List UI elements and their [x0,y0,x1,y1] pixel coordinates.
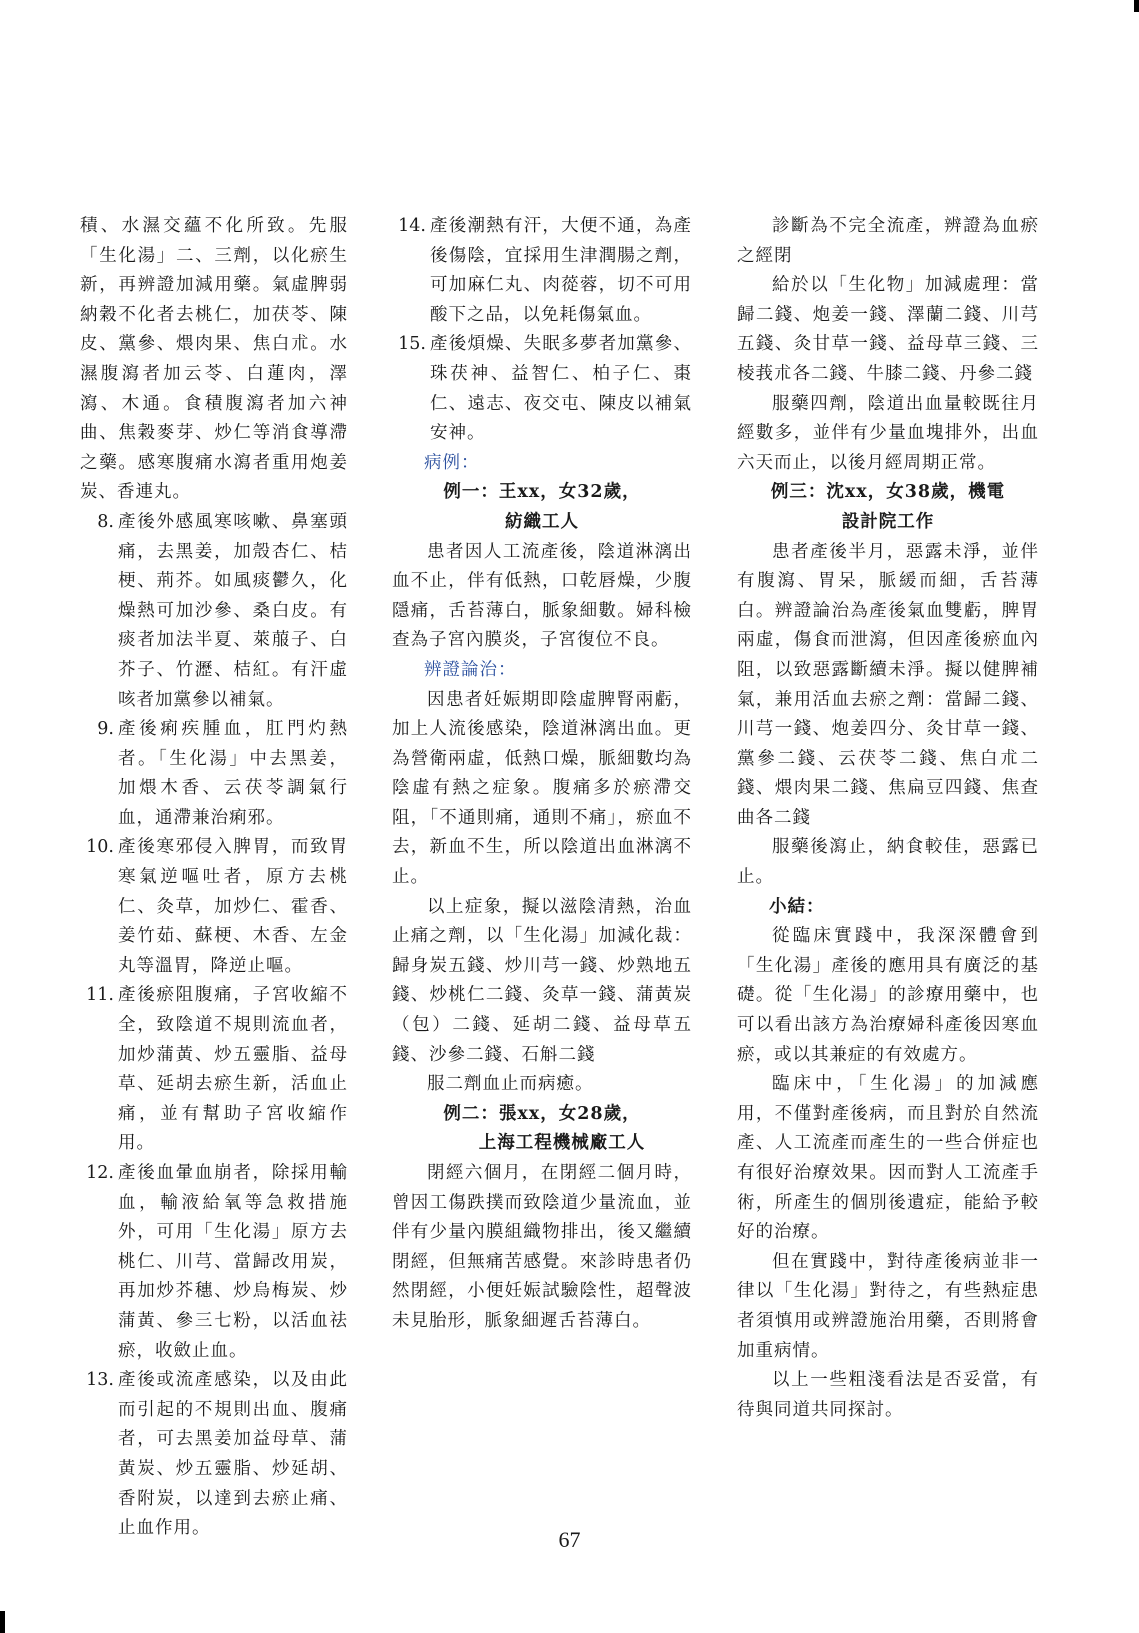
col3-paragraph-2: 給於以「生化物」加減處理：當歸二錢、炮姜一錢、澤蘭二錢、川芎五錢、灸甘草一錢、益母草三錢、三棱莪朮各二錢、牛膝二錢、丹參二錢 [737,275,1039,384]
scan-edge-mark-top [1134,0,1139,12]
summary-paragraph-3: 但在實踐中，對待產後病並非一律以「生化湯」對待之，有些熱症患者須慎用或辨證施治用藥，否則將會加重病情。 [737,1251,1039,1361]
item-number: 11. [86,985,114,1006]
item-number: 12. [86,1163,114,1183]
list-item [80,833,348,981]
item-number: 8. [97,511,114,532]
case2-subtitle: 上海工程機械廠工人 [478,1133,646,1154]
item-text: 產後寒邪侵入脾胃，而致胃寒氣逆嘔吐者，原方去桃仁、灸草，加炒仁、霍香、姜竹茹、蘇梗、木香、左金丸等溫胃，降逆止嘔。 [118,837,348,976]
case1-title: 例一：王xx，女32歲， [443,482,641,503]
item-number: 14. [398,216,426,236]
item-text: 產後痢疾腫血，肛門灼熱者。「生化湯」中去黑姜，加煨木香、云茯苓調氣行血，通滯兼治痢邪。 [118,719,348,828]
item-text: 產後潮熱有汗，大便不通，為產後傷陰，宜採用生津潤腸之劑，可加麻仁丸、肉蓯蓉，切不可用酸下之品，以免耗傷氣血。 [430,216,692,325]
column-3 [737,212,1039,1425]
col3-paragraph-5: 服藥後瀉止，納食較佳，惡露已止。 [737,837,1039,888]
item-text: 產後煩燥、失眠多夢者加黨參、珠茯神、益智仁、柏子仁、棗仁、遠志、夜交屯、陳皮以補氣安神。 [430,334,692,444]
list-item [80,715,348,833]
list-item [80,508,348,715]
item-text: 產後瘀阻腹痛，子宮收縮不全，致陰道不規則流血者，加炒蒲黃、炒五靈脂、益母草、延胡去瘀生新，活血止痛，並有幫助子宮收縮作用。 [118,985,348,1154]
diagnosis-paragraph-3: 服二劑血止而病癒。 [427,1074,594,1095]
summary-paragraph-2: 臨床中，「生化湯」的加減應用，不僅對產後病，而且對於自然流產、人工流產而產生的一些合併症也有很好治療效果。因而對人工流產手術，所產生的個別後遺症，能給予較好的治療。 [737,1074,1039,1243]
list-item [392,212,692,330]
item-number: 13. [86,1370,114,1391]
diagnosis-paragraph-2: 以上症象，擬以滋陰清熱，治血止痛之劑，以「生化湯」加減化裁：歸身炭五錢、炒川芎一錢、炒熟地五錢、炒桃仁二錢、灸草一錢、蒲黃炭（包）二錢、延胡二錢、益母草五錢、沙參二錢、石斛二錢 [392,896,692,1065]
case1-paragraph: 患者因人工流產後，陰道淋漓出血不止，伴有低熱，口乾唇燥，少腹隱痛，舌苔薄白，脈象細數。婦科檢查為子宮內膜炎，子宮復位不良。 [392,541,692,651]
case2-title: 例二：張xx，女28歲， [443,1103,641,1124]
item-text: 產後或流產感染，以及由此而引起的不規則出血、腹痛者，可去黑姜加益母草、蒲黃炭、炒五靈脂、炒延胡、香附炭，以達到去瘀止痛、止血作用。 [118,1370,348,1539]
item-number: 15. [398,334,426,355]
item-text: 產後外感風寒咳嗽、鼻塞頭痛，去黑姜，加殼杏仁、桔梗、荊芥。如風痰鬱久，化燥熱可加沙參、桑白皮。有痰者加法半夏、萊菔子、白芥子、竹瀝、桔紅。有汗虛咳者加黨參以補氣。 [118,511,348,710]
summary-paragraph-1: 從臨床實踐中，我深深體會到「生化湯」產後的應用具有廣泛的基礎。從「生化湯」的診療用藥中，也可以看出該方為治療婦科產後因寒血瘀，或以其兼症的有效處方。 [737,926,1039,1065]
case3-title: 例三：沈xx，女38歲，機電 [770,482,1006,503]
case2-paragraph: 閉經六個月，在閉經二個月時，曾因工傷跌撲而致陰道少量流血，並伴有少量內膜組織物排出，後又繼續閉經，但無痛苦感覺。來診時患者仍然閉經，小便妊娠試驗陰性，超聲波未見胎形，脈象細遲舌苔薄白。 [392,1163,692,1331]
case1-subtitle: 紡織工人 [505,511,579,532]
item-number: 9. [97,719,114,740]
list-item [80,1159,348,1366]
column-2 [392,212,692,1337]
summary-heading: 小結： [769,896,825,917]
list-item [80,1366,348,1544]
diagnosis-heading: 辨證論治： [424,659,517,680]
case3-subtitle: 設計院工作 [841,511,935,532]
summary-paragraph-4: 以上一些粗淺看法是否妥當，有待與同道共同探討。 [737,1370,1039,1420]
col1-intro: 積、水濕交蘊不化所致。先服「生化湯」二、三劑，以化瘀生新，再辨證加減用藥。氣虛脾弱納穀不化者去桃仁，加茯苓、陳皮、黨參、煨肉果、焦白朮。水濕腹瀉者加云苓、白蓮肉，澤瀉、木通。食積腹瀉者加六神曲、焦穀麥芽、炒仁等消食導滯之藥。感寒腹痛水瀉者重用炮姜炭、香連丸。 [80,216,348,503]
item-text: 產後血暈血崩者，除採用輸血，輸液給氧等急救措施外，可用「生化湯」原方去桃仁、川芎、當歸改用炭，再加炒芥穗、炒烏梅炭、炒蒲黃、參三七粉，以活血祛瘀，收斂止血。 [118,1163,348,1361]
col3-paragraph-3: 服藥四劑，陰道出血量較既往月經數多，並伴有少量血塊排外，出血六天而止，以後月經周期正常。 [737,393,1039,473]
scan-edge-mark-bottom [0,1611,5,1633]
case-heading: 病例： [424,452,480,473]
column-1 [80,212,348,1544]
item-number: 10. [86,837,114,858]
col3-paragraph-4: 患者產後半月，惡露未淨，並伴有腹瀉、胃呆，脈緩而細，舌苔薄白。辨證論治為產後氣血雙虧，脾胃兩虛，傷食而泄瀉，但因產後瘀血內阻，以致惡露斷續未淨。擬以健脾補氣，兼用活血去瘀之劑：當歸二錢、川芎一錢、炮姜四分、灸甘草一錢、黨參二錢、云茯苓二錢、焦白朮二錢、煨肉果二錢、焦扁豆四錢、焦查曲各二錢 [737,541,1039,828]
page-number: 67 [558,1527,581,1552]
col3-paragraph-1: 診斷為不完全流產，辨證為血瘀之經閉 [737,216,1039,266]
list-item [80,981,348,1159]
list-item [392,330,692,448]
diagnosis-paragraph-1: 因患者妊娠期即陰虛脾腎兩虧，加上人流後感染，陰道淋漓出血。更為營衛兩虛，低熱口燥，脈細數均為陰虛有熱之症象。腹痛多於瘀滯交阻，「不通則痛，通則不痛」，瘀血不去，新血不生，所以陰道出血淋漓不止。 [392,689,692,888]
